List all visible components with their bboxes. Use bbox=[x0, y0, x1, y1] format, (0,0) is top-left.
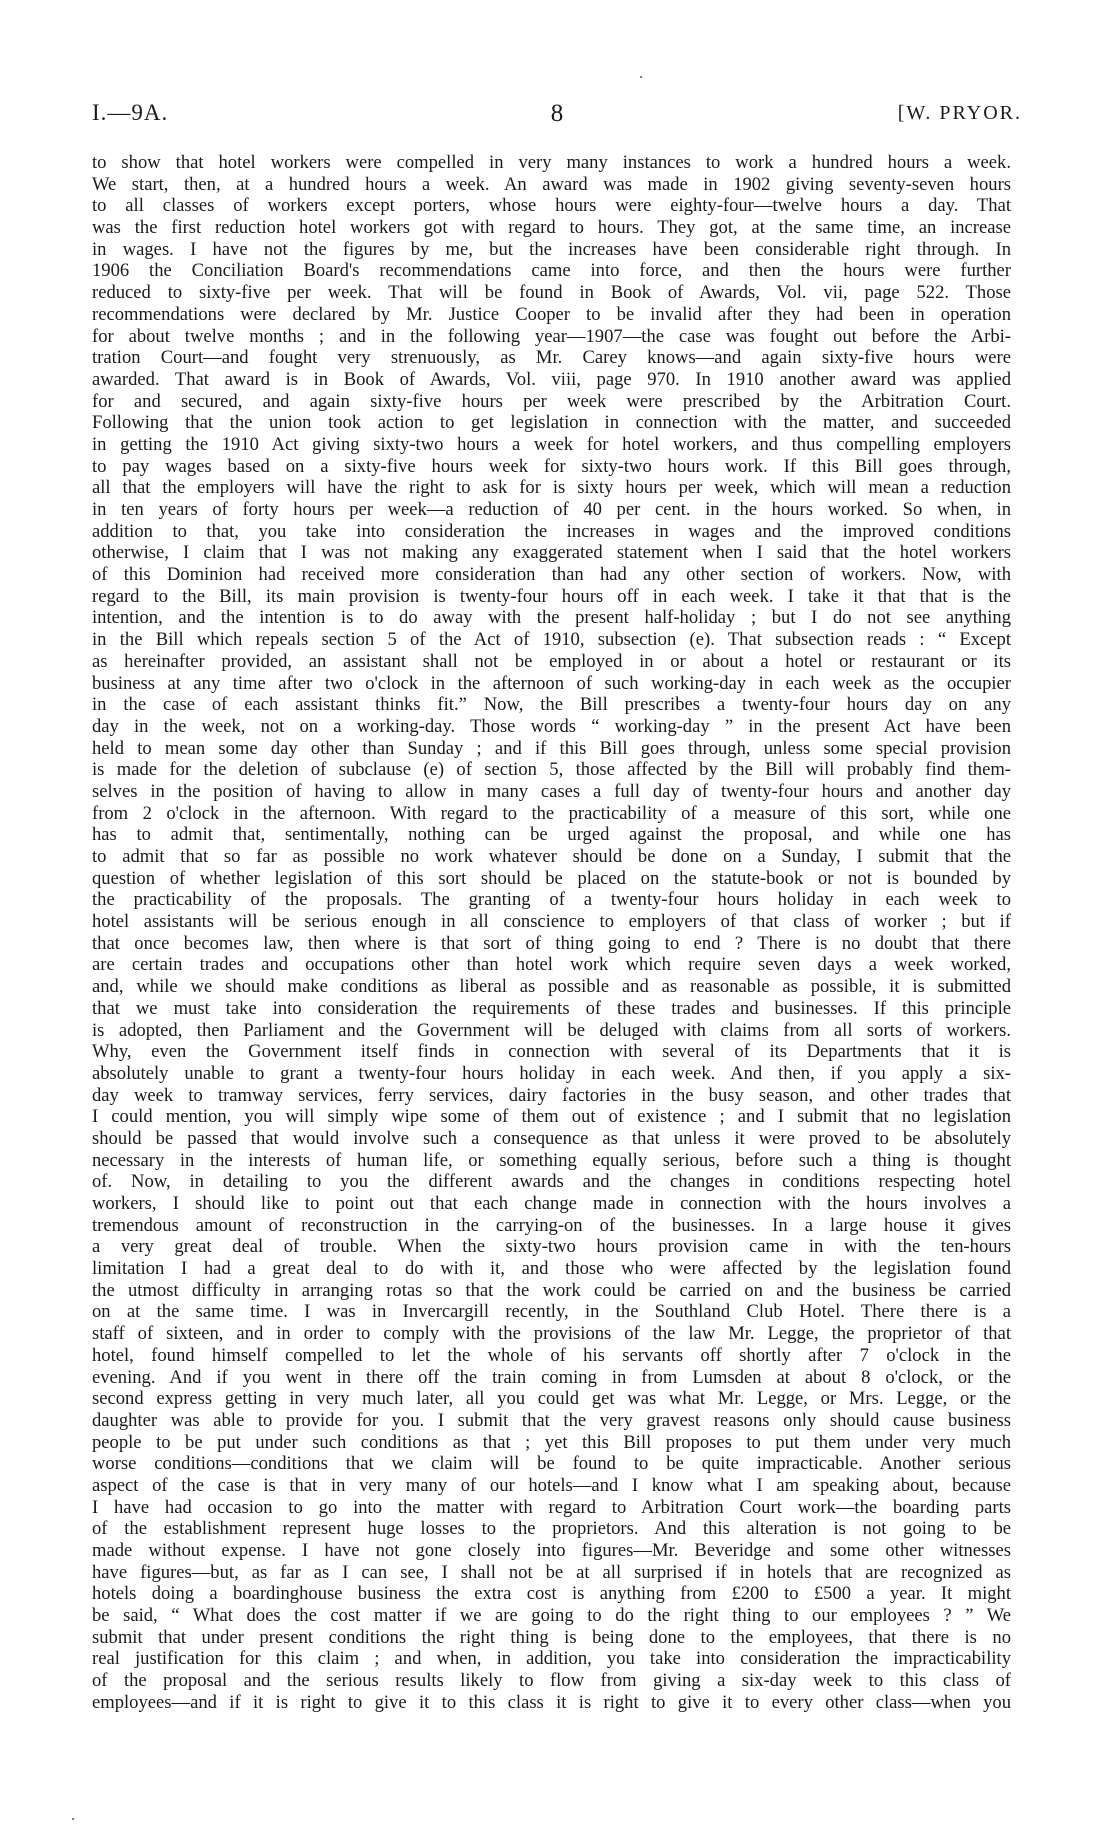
text-line: in getting the 1910 Act giving sixty-two hours a week for hotel workers, and thus compelling employers bbox=[92, 433, 1011, 455]
text-line: in the Bill which repeals section 5 of the Act of 1910, subsection (e). That subsection reads : “ Except bbox=[92, 629, 1011, 651]
text-line: employees—and if it is right to give it to this class it is right to give it to every other class—when you bbox=[92, 1691, 1011, 1713]
text-line: made without expense. I have not gone closely into figures—Mr. Beveridge and some other witnesses bbox=[92, 1540, 1011, 1561]
text-line: awarded. That award is in Book of Awards, Vol. viii, page 970. In 1910 another award was applied bbox=[92, 368, 1011, 390]
text-line: absolutely unable to grant a twenty-four hours holiday in each week. And then, if you apply a six- bbox=[92, 1062, 1011, 1084]
text-line: second express getting in very much later, all you could get was what Mr. Legge, or Mrs. Legge, or the bbox=[92, 1388, 1011, 1410]
text-line: day in the week, not on a working-day. Those words “ working-day ” in the present Act have been bbox=[92, 715, 1011, 737]
text-line: all that the employers will have the right to ask for is sixty hours per week, which will mean a reduction bbox=[92, 477, 1011, 499]
text-line: workers, I should like to point out that each change made in connection with the hours involves a bbox=[92, 1193, 1011, 1214]
text-line: worse conditions—conditions that we claim will be found to be quite impracticable. Another serious bbox=[92, 1453, 1011, 1475]
text-line: regard to the Bill, its main provision is twenty-four hours off in each week. I take it that that is the bbox=[92, 585, 1011, 607]
text-line: otherwise, I claim that I was not making any exaggerated statement when I said that the hotel workers bbox=[92, 542, 1011, 564]
text-line: a very great deal of trouble. When the sixty-two hours provision came in with the ten-hours bbox=[92, 1236, 1011, 1258]
text-line: necessary in the interests of human life, or something equally serious, before such a thing is thought bbox=[92, 1149, 1011, 1171]
text-line: to show that hotel workers were compelled in very many instances to work a hundred hours a week. bbox=[92, 152, 1011, 173]
text-line: in the case of each assistant thinks fit.” Now, the Bill prescribes a twenty-four hours day on any bbox=[92, 694, 1011, 716]
page-header bbox=[92, 100, 1022, 134]
text-line: of the establishment represent huge losses to the proprietors. And this alteration is not going to be bbox=[92, 1518, 1011, 1540]
text-line: of the proposal and the serious results likely to flow from giving a six-day week to this class of bbox=[92, 1670, 1011, 1692]
text-line: for about twelve months ; and in the following year—1907—the case was fought out before the Arbi- bbox=[92, 325, 1011, 347]
text-line: the practicability of the proposals. The granting of a twenty-four hours holiday in each week to bbox=[92, 889, 1011, 911]
text-line: is adopted, then Parliament and the Government will be deluged with claims from all sorts of workers. bbox=[92, 1019, 1011, 1041]
text-line: be said, “ What does the cost matter if we are going to do the right thing to our employees ? ” We bbox=[92, 1605, 1011, 1627]
text-line: was the first reduction hotel workers got with regard to hours. They got, at the same time, an increase bbox=[92, 217, 1011, 239]
text-line: question of whether legislation of this sort should be placed on the statute-book or not is bounded by bbox=[92, 867, 1011, 889]
text-line: Following that the union took action to get legislation in connection with the matter, and succeeded bbox=[92, 412, 1011, 434]
text-line: I could mention, you will simply wipe some of them out of existence ; and I submit that no legislation bbox=[92, 1106, 1011, 1128]
text-line: intention, and the intention is to do away with the present half-holiday ; but I do not see anything bbox=[92, 607, 1011, 629]
text-line: aspect of the case is that in very many of our hotels—and I know what I am speaking about, because bbox=[92, 1474, 1011, 1496]
text-line: submit that under present conditions the right thing is being done to the employees, that there is no bbox=[92, 1626, 1011, 1648]
text-line: tremendous amount of reconstruction in the carrying-on of the businesses. In a large house it gives bbox=[92, 1214, 1011, 1236]
testimony-body bbox=[92, 152, 1011, 1714]
text-line: as hereinafter provided, an assistant shall not be employed in or about a hotel or restaurant or its bbox=[92, 650, 1011, 672]
text-line: I have had occasion to go into the matter with regard to Arbitration Court work—the boarding parts bbox=[92, 1496, 1011, 1518]
text-line: staff of sixteen, and in order to comply with the provisions of the law Mr. Legge, the proprietor of that bbox=[92, 1323, 1011, 1345]
text-line: recommendations were declared by Mr. Justice Cooper to be invalid after they had been in operation bbox=[92, 303, 1011, 325]
page-number: 8 bbox=[550, 100, 564, 127]
text-line: should be passed that would involve such a consequence as that unless it were proved to be absolutely bbox=[92, 1127, 1011, 1149]
text-line: We start, then, at a hundred hours a week. An award was made in 1902 giving seventy-seven hours bbox=[92, 173, 1011, 195]
text-line: tration Court—and fought very strenuously, as Mr. Carey knows—and again sixty-five hours were bbox=[92, 347, 1011, 369]
text-line: day week to tramway services, ferry services, dairy factories in the busy season, and other trades that bbox=[92, 1084, 1011, 1106]
text-line: are certain trades and occupations other than hotel work which require seven days a week worked, bbox=[92, 954, 1011, 976]
text-line: daughter was able to provide for you. I submit that the very gravest reasons only should cause business bbox=[92, 1409, 1011, 1431]
text-line: hotel, found himself compelled to let the whole of his servants off shortly after 7 o'clock in the bbox=[92, 1344, 1011, 1366]
text-line: of this Dominion had received more consideration than had any other section of workers. Now, with bbox=[92, 564, 1011, 586]
text-line: that once becomes law, then where is that sort of thing going to end ? There is no doubt that there bbox=[92, 932, 1011, 954]
text-line: evening. And if you went in there off the train coming in from Lumsden at about 8 o'clock, or the bbox=[92, 1366, 1011, 1388]
parliamentary-paper-reference: I.—9A. bbox=[92, 100, 169, 125]
text-line: hotel assistants will be serious enough in all conscience to employers of that class of worker ; but if bbox=[92, 911, 1011, 933]
text-line: is made for the deletion of subclause (e) of section 5, those affected by the Bill will probably find them- bbox=[92, 759, 1011, 781]
scan-speck bbox=[72, 1818, 74, 1820]
text-line: that we must take into consideration the requirements of these trades and businesses. If this principle bbox=[92, 997, 1011, 1019]
text-line: reduced to sixty-five per week. That will be found in Book of Awards, Vol. vii, page 522. Those bbox=[92, 282, 1011, 304]
text-line: to all classes of workers except porters, whose hours were eighty-four—twelve hours a day. That bbox=[92, 195, 1011, 217]
text-line: Why, even the Government itself finds in connection with several of its Departments that it is bbox=[92, 1041, 1011, 1063]
text-line: and, while we should make conditions as liberal as possible and as reasonable as possible, it is submitted bbox=[92, 976, 1011, 998]
text-line: have figures—but, as far as I can see, I shall not be at all surprised if in hotels that are recognized as bbox=[92, 1561, 1011, 1583]
text-line: to admit that so far as possible no work whatever should be done on a Sunday, I submit that the bbox=[92, 846, 1011, 867]
text-line: 1906 the Conciliation Board's recommendations came into force, and then the hours were further bbox=[92, 260, 1011, 282]
text-line: hotels doing a boardinghouse business the extra cost is anything from £200 to £500 a year. It might bbox=[92, 1583, 1011, 1605]
text-line: held to mean some day other than Sunday ; and if this Bill goes through, unless some special provision bbox=[92, 737, 1011, 759]
text-line: addition to that, you take into consideration the increases in wages and the improved conditions bbox=[92, 520, 1011, 542]
text-line: on at the same time. I was in Invercargill recently, in the Southland Club Hotel. There there is a bbox=[92, 1301, 1011, 1323]
text-line: in ten years of forty hours per week—a reduction of 40 per cent. in the hours worked. So when, in bbox=[92, 499, 1011, 520]
speaker-name: [W. PRYOR. bbox=[897, 102, 1022, 124]
text-line: to pay wages based on a sixty-five hours week for sixty-two hours work. If this Bill goes through, bbox=[92, 455, 1011, 477]
text-line: from 2 o'clock in the afternoon. With regard to the practicability of a measure of this sort, while one bbox=[92, 802, 1011, 824]
text-line: business at any time after two o'clock in the afternoon of such working-day in each week as the occupier bbox=[92, 672, 1011, 694]
text-line: in wages. I have not the figures by me, but the increases have been considerable right through. In bbox=[92, 238, 1011, 260]
text-line: people to be put under such conditions as that ; yet this Bill proposes to put them under very much bbox=[92, 1431, 1011, 1453]
text-line: the utmost difficulty in arranging rotas so that the work could be carried on and the business be carried bbox=[92, 1279, 1011, 1301]
text-line: real justification for this claim ; and when, in addition, you take into consideration the impracticability bbox=[92, 1648, 1011, 1670]
scan-speck bbox=[640, 76, 642, 78]
text-line: has to admit that, sentimentally, nothing can be urged against the proposal, and while one has bbox=[92, 824, 1011, 846]
text-line: selves in the position of having to allow in many cases a full day of twenty-four hours and another day bbox=[92, 780, 1011, 802]
text-line: limitation I had a great deal to do with it, and those who were affected by the legislation found bbox=[92, 1258, 1011, 1280]
text-line: for and secured, and again sixty-five hours per week were prescribed by the Arbitration Court. bbox=[92, 390, 1011, 412]
text-line: of. Now, in detailing to you the different awards and the changes in conditions respecting hotel bbox=[92, 1171, 1011, 1193]
